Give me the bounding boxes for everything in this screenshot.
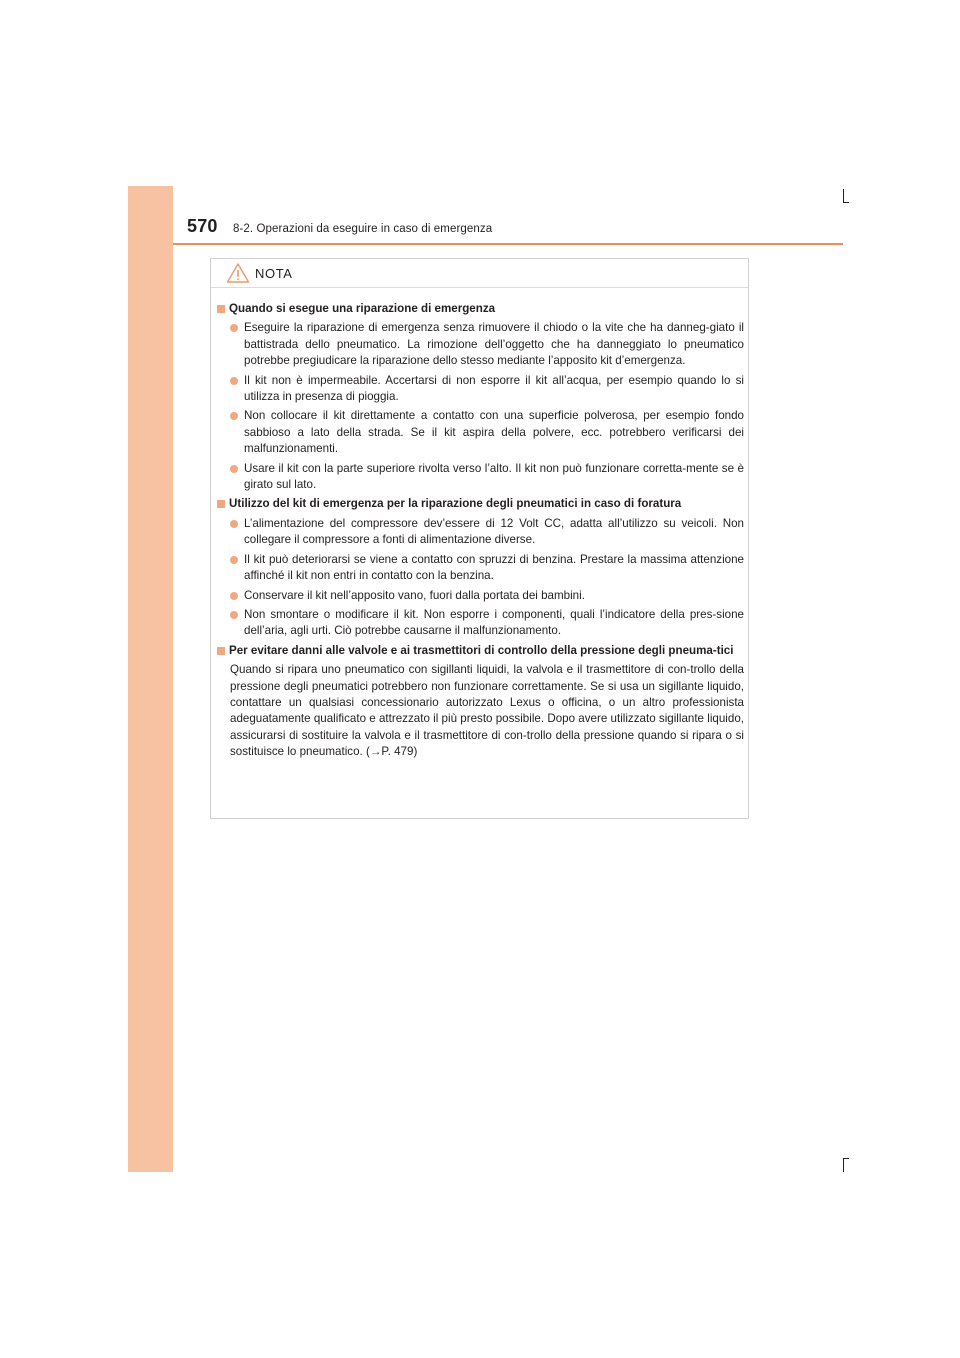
round-bullet-icon <box>230 324 238 332</box>
section-heading: Quando si esegue una riparazione di emergenza <box>217 301 744 317</box>
list-item: Eseguire la riparazione di emergenza senza rimuovere il chiodo o la vite che ha danneg-giato il battistrada dello pneumatico. La rimozione dell’oggetto che ha danneggiato lo pneumatico potrebbe pregiudicare la riparazione dello stesso mediante l’apposito kit d’emergenza. <box>217 320 744 369</box>
chapter-side-tab <box>128 186 173 1172</box>
crop-mark <box>843 1158 849 1159</box>
list-item: Usare il kit con la parte superiore rivolta verso l’alto. Il kit non può funzionare corretta-mente se è girato sul lato. <box>217 461 744 494</box>
notice-box <box>210 258 749 819</box>
round-bullet-icon <box>230 520 238 528</box>
header-rule <box>173 243 843 245</box>
round-bullet-icon <box>230 412 238 420</box>
list-item: L’alimentazione del compressore dev’essere di 12 Volt CC, adatta all’utilizzo su veicoli. Non collegare il compressore a fonti di alimentazione diverse. <box>217 516 744 549</box>
round-bullet-icon <box>230 611 238 619</box>
page-number: 570 <box>187 216 218 236</box>
round-bullet-icon <box>230 465 238 473</box>
warning-triangle-icon <box>226 262 250 284</box>
crop-mark <box>843 1158 844 1172</box>
round-bullet-icon <box>230 556 238 564</box>
round-bullet-icon <box>230 592 238 600</box>
crop-mark <box>843 202 849 203</box>
notice-header <box>211 259 748 288</box>
round-bullet-icon <box>230 377 238 385</box>
section-heading: Utilizzo del kit di emergenza per la riparazione degli pneumatici in caso di foratura <box>217 496 744 512</box>
square-bullet-icon <box>217 305 225 313</box>
list-item: Non collocare il kit direttamente a contatto con una superficie polverosa, per esempio fondo sabbioso a lato della strada. Se il kit aspira della polvere, ecc. potrebbero verificarsi dei malfunzionamenti. <box>217 408 744 457</box>
paragraph: Quando si ripara uno pneumatico con sigillanti liquidi, la valvola e il trasmettitore di con-trollo della pressione degli pneumatici potrebbero non funzionare correttamente. Se si usa un sigillante liquido, contattare un qualsiasi concessionario autorizzato Lexus o officina, o un altro professionista adeguatamente qualificato e attrezzato il più presto possibile. Dopo avere utilizzato sigillante liquido, assicurarsi di sostituire la valvola e il trasmettitore di con-trollo della pressione quando si ripara o si sostituisce lo pneumatico. (→P. 479) <box>230 663 744 759</box>
square-bullet-icon <box>217 647 225 655</box>
notice-section <box>217 496 744 639</box>
list-item: Il kit non è impermeabile. Accertarsi di non esporre il kit all’acqua, per esempio quando lo si utilizza in presenza di pioggia. <box>217 373 744 406</box>
notice-body <box>217 301 744 764</box>
list-item: Non smontare o modificare il kit. Non esporre i componenti, quali l’indicatore della pres-sione dell’aria, agli urti. Ciò potrebbe causarne il malfunzionamento. <box>217 607 744 640</box>
list-item: Il kit può deteriorarsi se viene a contatto con spruzzi di benzina. Prestare la massima attenzione affinché il kit non entri in contatto con la benzina. <box>217 552 744 585</box>
square-bullet-icon <box>217 500 225 508</box>
notice-section <box>217 301 744 493</box>
notice-label: NOTA <box>255 266 293 281</box>
notice-section <box>217 643 744 761</box>
section-title: 8-2. Operazioni da eseguire in caso di emergenza <box>233 223 493 235</box>
list-item: Conservare il kit nell’apposito vano, fuori dalla portata dei bambini. <box>217 588 744 604</box>
section-heading: Per evitare danni alle valvole e ai trasmettitori di controllo della pressione degli pneuma-tici <box>217 643 744 659</box>
crop-mark <box>843 189 844 203</box>
